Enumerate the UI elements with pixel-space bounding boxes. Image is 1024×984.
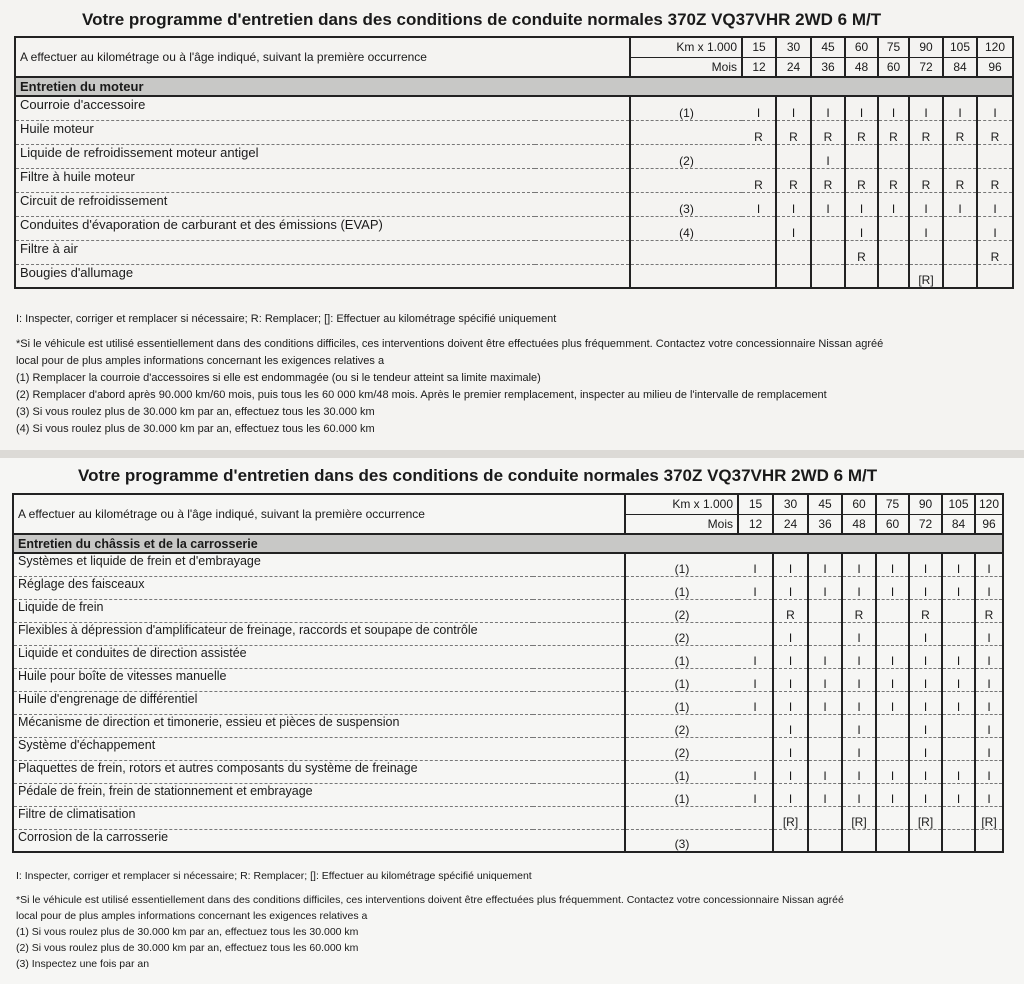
row-note: (1) xyxy=(625,645,738,668)
interval-cell xyxy=(943,240,977,264)
interval-cell xyxy=(738,829,773,852)
table-row xyxy=(13,760,1003,783)
interval-cell: I xyxy=(876,760,909,783)
interval-cell: I xyxy=(977,216,1013,240)
engine-maintenance-panel xyxy=(0,0,1024,450)
km-header-30: 30 xyxy=(776,37,811,57)
table-row xyxy=(13,737,1003,760)
interval-cell: I xyxy=(909,783,942,806)
interval-cell: I xyxy=(773,622,808,645)
interval-cell: I xyxy=(909,576,942,599)
interval-cell xyxy=(878,216,909,240)
interval-cell: I xyxy=(975,783,1003,806)
interval-cell xyxy=(811,264,845,288)
legend-line xyxy=(16,328,883,336)
interval-cell xyxy=(776,264,811,288)
table-row xyxy=(15,144,1013,168)
interval-cell xyxy=(909,144,943,168)
row-label: Liquide de frein xyxy=(13,599,625,622)
page-title: Votre programme d'entretien dans des conditions de conduite normales 370Z VQ37VHR 2WD 6 M/T xyxy=(82,10,882,29)
interval-cell xyxy=(942,737,975,760)
interval-cell: R xyxy=(845,168,878,192)
table-row xyxy=(13,806,1003,829)
row-label: Filtre à huile moteur xyxy=(15,168,630,192)
mois-header-72: 72 xyxy=(909,57,943,77)
mois-label: Mois xyxy=(630,57,742,77)
interval-cell: I xyxy=(738,668,773,691)
interval-cell: I xyxy=(773,737,808,760)
interval-cell: R xyxy=(845,120,878,144)
interval-cell: R xyxy=(773,599,808,622)
km-header-75: 75 xyxy=(876,494,909,514)
interval-cell xyxy=(808,806,842,829)
interval-cell: I xyxy=(876,668,909,691)
interval-cell xyxy=(876,622,909,645)
table-row xyxy=(15,264,1013,288)
row-note: (2) xyxy=(630,144,742,168)
row-label: Courroie d'accessoire xyxy=(15,96,630,120)
interval-cell xyxy=(742,240,776,264)
interval-cell: I xyxy=(942,691,975,714)
interval-cell: I xyxy=(909,192,943,216)
interval-cell: R xyxy=(943,168,977,192)
interval-cell xyxy=(943,264,977,288)
row-note xyxy=(630,264,742,288)
km-header-45: 45 xyxy=(811,37,845,57)
mois-header-36: 36 xyxy=(808,514,842,534)
interval-cell: I xyxy=(975,737,1003,760)
interval-cell: I xyxy=(738,576,773,599)
mois-header-12: 12 xyxy=(742,57,776,77)
row-label: Mécanisme de direction et timonerie, essieu et pièces de suspension xyxy=(13,714,625,737)
row-note xyxy=(625,806,738,829)
row-note: (2) xyxy=(625,599,738,622)
legend-line: (2) Remplacer d'abord après 90.000 km/60 mois, puis tous les 60 000 km/48 mois. Après le premier remplacement, inspecter au milieu de l'intervalle de remplacement xyxy=(16,389,827,401)
table-row xyxy=(13,783,1003,806)
interval-cell: I xyxy=(909,216,943,240)
interval-cell: R xyxy=(909,599,942,622)
interval-cell xyxy=(942,829,975,852)
interval-cell: I xyxy=(975,645,1003,668)
row-label: Huile d'engrenage de différentiel xyxy=(13,691,625,714)
interval-cell xyxy=(975,829,1003,852)
interval-cell: I xyxy=(842,691,876,714)
interval-cell: I xyxy=(942,760,975,783)
row-note: (1) xyxy=(625,760,738,783)
header-description: A effectuer au kilométrage ou à l'âge indiqué, suivant la première occurrence xyxy=(13,494,625,534)
section-header: Entretien du châssis et de la carrosserie xyxy=(13,534,1003,553)
header-description: A effectuer au kilométrage ou à l'âge indiqué, suivant la première occurrence xyxy=(15,37,630,77)
interval-cell: R xyxy=(845,240,878,264)
mois-header-24: 24 xyxy=(776,57,811,77)
interval-cell xyxy=(977,144,1013,168)
legend-line: local pour de plus amples informations concernant les exigences relatives a xyxy=(16,355,385,367)
interval-cell: R xyxy=(811,120,845,144)
mois-header-12: 12 xyxy=(738,514,773,534)
interval-cell xyxy=(876,737,909,760)
interval-cell xyxy=(738,714,773,737)
interval-cell: I xyxy=(975,553,1003,576)
table-row xyxy=(13,668,1003,691)
table-row xyxy=(15,192,1013,216)
interval-cell: I xyxy=(942,576,975,599)
table-row xyxy=(15,120,1013,144)
interval-cell: I xyxy=(878,192,909,216)
interval-cell: R xyxy=(943,120,977,144)
interval-cell xyxy=(742,144,776,168)
km-header-45: 45 xyxy=(808,494,842,514)
interval-cell xyxy=(977,264,1013,288)
row-note: (2) xyxy=(625,622,738,645)
interval-cell: I xyxy=(842,553,876,576)
row-label: Réglage des faisceaux xyxy=(13,576,625,599)
interval-cell xyxy=(876,806,909,829)
interval-cell: I xyxy=(776,216,811,240)
interval-cell: I xyxy=(876,576,909,599)
interval-cell: R xyxy=(776,120,811,144)
interval-cell: I xyxy=(943,96,977,120)
interval-cell: I xyxy=(738,760,773,783)
interval-cell xyxy=(878,264,909,288)
legend-line: I: Inspecter, corriger et remplacer si nécessaire; R: Remplacer; []: Effectuer au kilométrage spécifié uniquement xyxy=(16,870,532,882)
mois-header-84: 84 xyxy=(942,514,975,534)
mois-header-60: 60 xyxy=(878,57,909,77)
mois-header-84: 84 xyxy=(943,57,977,77)
interval-cell: I xyxy=(738,691,773,714)
interval-cell: I xyxy=(975,668,1003,691)
interval-cell: I xyxy=(842,783,876,806)
interval-cell xyxy=(942,714,975,737)
interval-cell: I xyxy=(773,760,808,783)
interval-cell xyxy=(876,599,909,622)
interval-cell xyxy=(808,714,842,737)
interval-cell: I xyxy=(876,783,909,806)
legend-line: *Si le véhicule est utilisé essentiellement dans des conditions difficiles, ces interventions doivent être effectuées plus fréquemment. Contactez votre concessionnaire Nissan agréé xyxy=(16,338,884,350)
interval-cell xyxy=(808,622,842,645)
interval-cell: I xyxy=(943,192,977,216)
interval-cell: R xyxy=(842,599,876,622)
interval-cell: R xyxy=(975,599,1003,622)
interval-cell: I xyxy=(811,144,845,168)
interval-cell xyxy=(943,216,977,240)
legend-line: (1) Si vous roulez plus de 30.000 km par an, effectuez tous les 30.000 km xyxy=(16,926,359,938)
interval-cell: R xyxy=(811,168,845,192)
interval-cell: I xyxy=(776,96,811,120)
interval-cell xyxy=(776,240,811,264)
km-label: Km x 1.000 xyxy=(625,494,738,514)
mois-header-36: 36 xyxy=(811,57,845,77)
interval-cell xyxy=(845,264,878,288)
row-note: (1) xyxy=(625,783,738,806)
row-note: (1) xyxy=(625,553,738,576)
km-header-120: 120 xyxy=(977,37,1013,57)
interval-cell: I xyxy=(975,622,1003,645)
row-note: (2) xyxy=(625,737,738,760)
mois-header-48: 48 xyxy=(845,57,878,77)
row-note: (3) xyxy=(630,192,742,216)
interval-cell: I xyxy=(776,192,811,216)
interval-cell: I xyxy=(842,645,876,668)
interval-cell: I xyxy=(975,760,1003,783)
km-header-30: 30 xyxy=(773,494,808,514)
interval-cell: I xyxy=(738,645,773,668)
interval-cell: I xyxy=(845,216,878,240)
interval-cell: R xyxy=(909,168,943,192)
row-note: (1) xyxy=(625,691,738,714)
interval-cell: I xyxy=(842,714,876,737)
row-note: (4) xyxy=(630,216,742,240)
interval-cell xyxy=(942,622,975,645)
panel-divider xyxy=(0,450,1024,458)
interval-cell xyxy=(878,240,909,264)
table-row xyxy=(13,599,1003,622)
table-row xyxy=(15,168,1013,192)
km-header-60: 60 xyxy=(845,37,878,57)
legend-line: (2) Si vous roulez plus de 30.000 km par an, effectuez tous les 60.000 km xyxy=(16,942,359,954)
interval-cell xyxy=(878,144,909,168)
interval-cell: I xyxy=(909,714,942,737)
interval-cell xyxy=(776,144,811,168)
row-note: (2) xyxy=(625,714,738,737)
interval-cell xyxy=(876,829,909,852)
mois-header-24: 24 xyxy=(773,514,808,534)
interval-cell: I xyxy=(909,96,943,120)
interval-cell: I xyxy=(942,783,975,806)
interval-cell: I xyxy=(808,760,842,783)
interval-cell: I xyxy=(845,96,878,120)
interval-cell: I xyxy=(742,192,776,216)
km-header-90: 90 xyxy=(909,37,943,57)
interval-cell xyxy=(942,599,975,622)
interval-cell: I xyxy=(842,737,876,760)
interval-cell: I xyxy=(842,622,876,645)
interval-cell: I xyxy=(876,645,909,668)
mois-header-48: 48 xyxy=(842,514,876,534)
km-header-60: 60 xyxy=(842,494,876,514)
interval-cell: I xyxy=(975,714,1003,737)
table-row xyxy=(13,622,1003,645)
interval-cell xyxy=(808,599,842,622)
interval-cell xyxy=(811,216,845,240)
interval-cell: I xyxy=(975,576,1003,599)
legend xyxy=(16,868,844,972)
row-label: Filtre à air xyxy=(15,240,630,264)
interval-cell: I xyxy=(942,553,975,576)
km-header-90: 90 xyxy=(909,494,942,514)
interval-cell: I xyxy=(773,576,808,599)
interval-cell xyxy=(842,829,876,852)
interval-cell: I xyxy=(909,691,942,714)
interval-cell: I xyxy=(909,622,942,645)
legend-line: (1) Remplacer la courroie d'accessoires si elle est endommagée (ou si le tendeur atteint sa limite maximale) xyxy=(16,372,541,384)
row-label: Système d'échappement xyxy=(13,737,625,760)
interval-cell: [R] xyxy=(842,806,876,829)
legend-line: (4) Si vous roulez plus de 30.000 km par an, effectuez tous les 60.000 km xyxy=(16,423,375,435)
table-row xyxy=(15,240,1013,264)
km-header-120: 120 xyxy=(975,494,1003,514)
legend-line: local pour de plus amples informations concernant les exigences relatives a xyxy=(16,910,368,922)
interval-cell xyxy=(738,599,773,622)
interval-cell xyxy=(738,806,773,829)
row-label: Filtre de climatisation xyxy=(13,806,625,829)
row-note: (1) xyxy=(625,576,738,599)
table-row xyxy=(13,645,1003,668)
interval-cell: I xyxy=(842,576,876,599)
interval-cell: R xyxy=(878,120,909,144)
interval-cell xyxy=(773,829,808,852)
row-label: Bougies d'allumage xyxy=(15,264,630,288)
interval-cell: R xyxy=(977,168,1013,192)
legend-line: I: Inspecter, corriger et remplacer si nécessaire; R: Remplacer; []: Effectuer au kilométrage spécifié uniquement xyxy=(16,313,557,325)
interval-cell xyxy=(808,737,842,760)
interval-cell: I xyxy=(773,668,808,691)
table-row xyxy=(13,829,1003,852)
km-header-75: 75 xyxy=(878,37,909,57)
row-note: (3) xyxy=(625,829,738,852)
interval-cell: I xyxy=(773,714,808,737)
interval-cell: R xyxy=(742,120,776,144)
row-label: Plaquettes de frein, rotors et autres composants du système de freinage xyxy=(13,760,625,783)
page-title: Votre programme d'entretien dans des conditions de conduite normales 370Z VQ37VHR 2WD 6 M/T xyxy=(78,466,878,485)
interval-cell xyxy=(738,737,773,760)
interval-cell: R xyxy=(776,168,811,192)
interval-cell xyxy=(845,144,878,168)
interval-cell xyxy=(909,240,943,264)
legend xyxy=(16,311,883,438)
interval-cell: R xyxy=(742,168,776,192)
interval-cell: I xyxy=(773,645,808,668)
legend-line: (3) Inspectez une fois par an xyxy=(16,958,150,970)
row-label: Flexibles à dépression d'amplificateur de freinage, raccords et soupape de contrôle xyxy=(13,622,625,645)
km-header-105: 105 xyxy=(942,494,975,514)
interval-cell: R xyxy=(878,168,909,192)
mois-header-60: 60 xyxy=(876,514,909,534)
interval-cell: I xyxy=(808,553,842,576)
interval-cell: R xyxy=(977,120,1013,144)
interval-cell: I xyxy=(909,668,942,691)
interval-cell: I xyxy=(773,691,808,714)
row-label: Conduites d'évaporation de carburant et des émissions (EVAP) xyxy=(15,216,630,240)
interval-cell: I xyxy=(808,783,842,806)
row-note xyxy=(630,120,742,144)
interval-cell: I xyxy=(808,645,842,668)
interval-cell: I xyxy=(942,668,975,691)
interval-cell: I xyxy=(845,192,878,216)
row-note: (1) xyxy=(630,96,742,120)
km-header-105: 105 xyxy=(943,37,977,57)
row-note xyxy=(630,240,742,264)
table-row xyxy=(13,691,1003,714)
interval-cell xyxy=(942,806,975,829)
interval-cell xyxy=(738,622,773,645)
interval-cell: I xyxy=(738,553,773,576)
interval-cell: I xyxy=(876,553,909,576)
interval-cell: I xyxy=(811,192,845,216)
interval-cell: I xyxy=(738,783,773,806)
interval-cell: I xyxy=(909,645,942,668)
interval-cell: I xyxy=(808,691,842,714)
interval-cell xyxy=(811,240,845,264)
interval-cell: I xyxy=(808,576,842,599)
interval-cell: I xyxy=(876,691,909,714)
interval-cell: I xyxy=(942,645,975,668)
row-note: (1) xyxy=(625,668,738,691)
schedule-table xyxy=(12,493,1004,853)
table-row xyxy=(15,96,1013,120)
interval-cell xyxy=(742,216,776,240)
km-header-15: 15 xyxy=(742,37,776,57)
interval-cell: [R] xyxy=(975,806,1003,829)
interval-cell: I xyxy=(842,668,876,691)
interval-cell: [R] xyxy=(909,806,942,829)
row-note xyxy=(630,168,742,192)
interval-cell: R xyxy=(977,240,1013,264)
interval-cell: I xyxy=(977,96,1013,120)
interval-cell: I xyxy=(878,96,909,120)
interval-cell: I xyxy=(773,553,808,576)
interval-cell: I xyxy=(773,783,808,806)
interval-cell xyxy=(742,264,776,288)
row-label: Pédale de frein, frein de stationnement et embrayage xyxy=(13,783,625,806)
row-label: Huile pour boîte de vitesses manuelle xyxy=(13,668,625,691)
interval-cell: R xyxy=(909,120,943,144)
row-label: Liquide de refroidissement moteur antigel xyxy=(15,144,630,168)
row-label: Circuit de refroidissement xyxy=(15,192,630,216)
interval-cell: I xyxy=(808,668,842,691)
schedule-table xyxy=(14,36,1014,289)
interval-cell xyxy=(876,714,909,737)
row-label: Corrosion de la carrosserie xyxy=(13,829,625,852)
interval-cell: I xyxy=(742,96,776,120)
row-label: Systèmes et liquide de frein et d'embrayage xyxy=(13,553,625,576)
legend-line xyxy=(16,884,844,892)
interval-cell xyxy=(943,144,977,168)
interval-cell: I xyxy=(975,691,1003,714)
mois-label: Mois xyxy=(625,514,738,534)
table-row xyxy=(13,553,1003,576)
legend-line: (3) Si vous roulez plus de 30.000 km par an, effectuez tous les 30.000 km xyxy=(16,406,375,418)
table-row xyxy=(13,714,1003,737)
interval-cell: I xyxy=(977,192,1013,216)
interval-cell: I xyxy=(909,553,942,576)
table-row xyxy=(15,216,1013,240)
row-label: Liquide et conduites de direction assistée xyxy=(13,645,625,668)
interval-cell xyxy=(808,829,842,852)
mois-header-96: 96 xyxy=(977,57,1013,77)
row-label: Huile moteur xyxy=(15,120,630,144)
mois-header-72: 72 xyxy=(909,514,942,534)
table-row xyxy=(13,576,1003,599)
interval-cell: I xyxy=(909,737,942,760)
interval-cell: I xyxy=(909,760,942,783)
chassis-maintenance-panel xyxy=(0,458,1024,984)
km-header-15: 15 xyxy=(738,494,773,514)
interval-cell xyxy=(909,829,942,852)
interval-cell: I xyxy=(842,760,876,783)
interval-cell: [R] xyxy=(909,264,943,288)
mois-header-96: 96 xyxy=(975,514,1003,534)
legend-line: *Si le véhicule est utilisé essentiellement dans des conditions difficiles, ces interventions doivent être effectuées plus fréquemment. Contactez votre concessionnaire Nissan agréé xyxy=(16,894,844,906)
interval-cell: [R] xyxy=(773,806,808,829)
km-label: Km x 1.000 xyxy=(630,37,742,57)
section-header: Entretien du moteur xyxy=(15,77,1013,96)
interval-cell: I xyxy=(811,96,845,120)
